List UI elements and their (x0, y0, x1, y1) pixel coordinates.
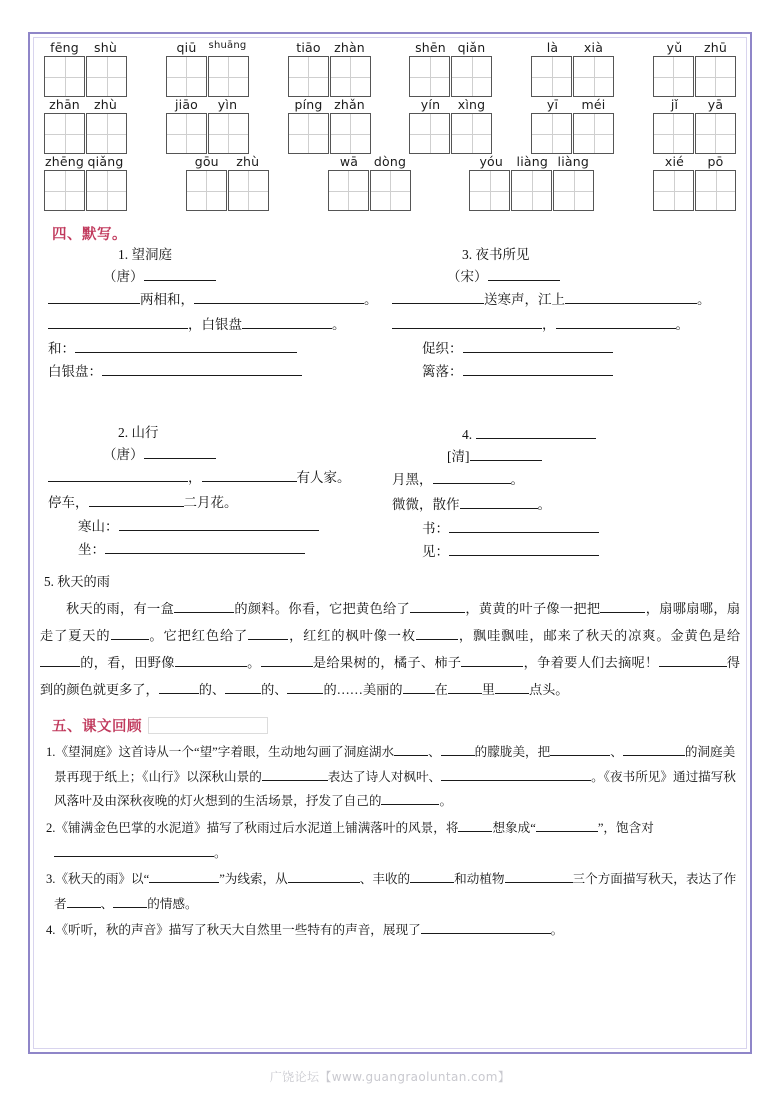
text-review-list (40, 740, 740, 942)
answer-blank[interactable] (75, 340, 297, 353)
answer-blank[interactable] (623, 743, 685, 756)
pinyin-syllable: dòng (373, 154, 407, 169)
static-text: 的情感。 (147, 896, 198, 911)
review-item-number: 4. (46, 923, 56, 938)
answer-blank[interactable] (40, 654, 80, 667)
answer-blank[interactable] (441, 768, 591, 781)
static-text: 3. (462, 247, 476, 262)
pinyin-group (654, 97, 736, 112)
answer-blank[interactable] (381, 792, 439, 805)
answer-blank[interactable] (392, 291, 484, 304)
pinyin-syllable: píng (294, 97, 323, 112)
pinyin-syllable: wā (339, 154, 359, 169)
static-text: 有人家。 (296, 470, 351, 486)
pinyin-syllable: shēn (415, 40, 446, 55)
tianzige-cell[interactable] (166, 56, 207, 97)
worksheet-content (40, 40, 740, 1050)
poem-verse-line (48, 291, 393, 307)
pinyin-syllable: zhù (236, 154, 260, 169)
pinyin-syllable: yī (546, 97, 559, 112)
tianzige-group (328, 170, 411, 211)
tianzige-cell[interactable] (86, 113, 127, 154)
answer-blank[interactable] (194, 291, 364, 304)
answer-blank[interactable] (288, 870, 360, 883)
static-text: 的……美丽的 (323, 682, 403, 698)
pinyin-syllable: qiǎn (457, 40, 486, 55)
answer-blank[interactable] (505, 870, 573, 883)
answer-blank[interactable] (476, 426, 596, 439)
tianzige-group (166, 113, 249, 154)
answer-blank[interactable] (463, 340, 613, 353)
vocab-word: 见： (422, 543, 449, 559)
pinyin-group (288, 40, 370, 55)
static-text: 。 (439, 794, 453, 809)
answer-blank[interactable] (202, 469, 297, 482)
poem-dynasty-author (447, 448, 737, 464)
static-text: 微微 (392, 496, 419, 512)
pinyin-syllable: yǔ (666, 40, 683, 55)
static-text: 两相和， (140, 292, 194, 308)
tianzige-cell[interactable] (288, 113, 329, 154)
static-text: 1. (118, 247, 132, 262)
answer-blank[interactable] (392, 316, 542, 329)
answer-blank[interactable] (261, 654, 313, 667)
answer-blank[interactable] (421, 921, 551, 934)
answer-blank[interactable] (48, 469, 188, 482)
poem-verse-line (48, 494, 393, 510)
vocab-word: 白银盘： (48, 363, 102, 379)
pinyin-syllable: tiāo (296, 40, 321, 55)
pinyin-syllable: qiū (176, 40, 197, 55)
tianzige-group (44, 56, 127, 97)
poem-title (118, 248, 393, 262)
tianzige-cell[interactable] (44, 113, 85, 154)
vocab-word: 寒山： (78, 518, 119, 534)
static-text: 。 (246, 655, 261, 671)
tianzige-cell[interactable] (44, 170, 85, 211)
static-text: 的颜料。你看，它把黄色给了 (234, 601, 411, 617)
passage-title: 5. 秋天的雨 (44, 574, 110, 589)
vocab-explain-line (422, 520, 737, 536)
tianzige-row (40, 113, 740, 154)
answer-blank[interactable] (470, 448, 542, 461)
pinyin-syllable: pō (707, 154, 724, 169)
vocab-word: 书： (422, 520, 449, 536)
static-text: 。 (675, 316, 689, 332)
answer-blank[interactable] (67, 895, 101, 908)
static-text: ，扇哪扇哪，扇走了夏天的 (40, 601, 741, 644)
answer-blank[interactable] (119, 518, 319, 531)
tianzige-group (653, 113, 736, 154)
static-text: ，白银盘 (188, 316, 242, 332)
answer-blank[interactable] (550, 743, 610, 756)
poem-verse-line (48, 316, 393, 332)
answer-blank[interactable] (403, 681, 435, 694)
pinyin-syllable: méi (581, 97, 606, 112)
tianzige-row (40, 56, 740, 97)
tianzige-group (288, 113, 371, 154)
vocab-word: 促织： (422, 340, 463, 356)
tianzige-group (409, 56, 492, 97)
review-item (46, 918, 740, 943)
tianzige-cell[interactable] (653, 170, 694, 211)
static-text: ， (542, 316, 556, 332)
static-text: 《听听，秋的声音》描写了秋天大自然里一些特有的声音，展现了 (55, 923, 421, 938)
answer-blank[interactable] (565, 291, 697, 304)
static-text: （唐） (103, 447, 144, 463)
pinyin-group (288, 97, 370, 112)
tianzige-cell[interactable] (695, 56, 736, 97)
static-text: （宋） (447, 269, 488, 285)
poem-verse-line (392, 471, 737, 487)
answer-blank[interactable] (102, 363, 302, 376)
answer-blank[interactable] (111, 627, 149, 640)
static-text: ， (188, 470, 202, 486)
static-text: 点头。 (528, 682, 569, 698)
tianzige-cell[interactable] (573, 56, 614, 97)
static-text: ， (419, 472, 433, 488)
static-text: 和动植物 (454, 872, 505, 887)
tianzige-group (186, 170, 269, 211)
review-item (46, 816, 740, 865)
static-text: 。 (214, 845, 227, 860)
pinyin-group (329, 154, 411, 169)
tianzige-cell[interactable] (451, 56, 492, 97)
answer-blank[interactable] (441, 743, 475, 756)
section-four-heading (52, 223, 740, 244)
tianzige-group (531, 113, 614, 154)
static-text: 4. (462, 427, 476, 442)
pinyin-syllable: liàng (516, 154, 548, 169)
tianzige-cell[interactable] (695, 113, 736, 154)
pinyin-syllable: gōu (194, 154, 219, 169)
static-text: 。 (510, 472, 524, 488)
static-text: ，黄黄的叶子像一把把 (465, 601, 601, 617)
pinyin-group (654, 154, 736, 169)
static-text: 、 (428, 745, 441, 760)
tianzige-cell[interactable] (208, 56, 249, 97)
static-text: 表达了诗人对枫叶、 (327, 769, 442, 784)
static-text: 《铺满金色巴掌的水泥道》描写了秋雨过后水泥道上铺满落叶的风景，将 (55, 820, 459, 835)
pinyin-syllable: yìn (217, 97, 238, 112)
tianzige-cell[interactable] (695, 170, 736, 211)
static-text: 得到的颜色就更多了， (40, 655, 741, 698)
static-text: 、 (100, 896, 114, 911)
static-text: 二月花。 (183, 494, 238, 510)
static-text: 的、 (198, 682, 226, 698)
tianzige-cell[interactable] (86, 56, 127, 97)
vocab-explain-line (422, 543, 737, 559)
answer-blank[interactable] (144, 446, 216, 459)
static-text: 《秋天的雨》以“ (55, 872, 150, 887)
section-five-title: 五、课文回顾 (52, 719, 142, 736)
pinyin-syllable: shù (94, 40, 117, 55)
poem-dynasty-author (447, 268, 737, 284)
pinyin-group (410, 40, 492, 55)
static-text: 。《夜书所见》通过描写秋风落叶及由深秋夜晚的灯火想到的生活场景，抒发了自己的 (54, 769, 736, 809)
tianzige-cell[interactable] (330, 56, 371, 97)
tianzige-cell[interactable] (86, 170, 127, 211)
static-text: 的洞庭美景再现于纸上；《山行》以深秋山景的 (54, 745, 736, 784)
static-text: ，飘哇飘哇，邮来了秋天的凉爽。金黄色是给 (458, 628, 741, 644)
answer-blank[interactable] (495, 681, 529, 694)
tianzige-group (653, 170, 736, 211)
tianzige-cell[interactable] (166, 113, 207, 154)
pinyin-syllable: xìng (457, 97, 486, 112)
tianzige-cell[interactable] (451, 113, 492, 154)
static-text: 秋天的雨，有一盒 (66, 601, 175, 617)
vocab-explain-line (78, 541, 393, 557)
static-text: ， (75, 494, 89, 510)
tianzige-cell[interactable] (186, 170, 227, 211)
vocab-explain-line (48, 363, 393, 379)
answer-blank[interactable] (600, 600, 645, 613)
static-text: ，争着要人们去摘呢！ (523, 655, 659, 671)
answer-blank[interactable] (394, 743, 428, 756)
poem-block (48, 426, 393, 564)
pinyin-writing-grid (40, 40, 740, 211)
poem-title-text: 山行 (131, 425, 159, 440)
tianzige-cell[interactable] (531, 113, 572, 154)
answer-blank[interactable] (449, 543, 599, 556)
pinyin-syllable: zhù (93, 97, 117, 112)
pinyin-syllable: zhàn (334, 40, 365, 55)
static-text: 想象成“ (492, 820, 536, 835)
tianzige-group (288, 56, 371, 97)
answer-blank[interactable] (448, 681, 482, 694)
pinyin-group (44, 40, 126, 55)
answer-blank[interactable] (54, 844, 214, 857)
static-text: 三个方面描写秋天，表达了作者 (54, 872, 737, 911)
pinyin-group (654, 40, 736, 55)
answer-blank[interactable] (144, 268, 216, 281)
dictation-area (40, 248, 740, 566)
static-text: 、丰收的 (359, 872, 411, 887)
answer-blank[interactable] (449, 520, 599, 533)
answer-blank[interactable] (48, 291, 140, 304)
answer-blank[interactable] (225, 681, 261, 694)
answer-blank[interactable] (433, 471, 511, 484)
pinyin-group (44, 97, 126, 112)
pinyin-syllable: yín (420, 97, 441, 112)
pinyin-group (186, 154, 268, 169)
review-item-number: 1. (46, 745, 56, 760)
pinyin-syllable: jǐ (670, 97, 679, 112)
poem-block (48, 248, 393, 386)
pinyin-group (166, 40, 248, 55)
section-four-title: 四、默写。 (52, 227, 127, 243)
poem-title (462, 248, 737, 262)
tianzige-group (44, 170, 127, 211)
tianzige-group (44, 113, 127, 154)
static-text: 。 (697, 292, 711, 308)
review-item (46, 867, 740, 916)
static-text: （唐） (103, 269, 144, 285)
answer-blank[interactable] (556, 316, 676, 329)
static-text: 的、 (261, 682, 288, 698)
tianzige-group (166, 56, 249, 97)
tianzige-group (409, 113, 492, 154)
static-text: 里 (481, 682, 495, 698)
pinyin-label-row (40, 97, 740, 113)
vocab-word: 和： (48, 340, 75, 356)
static-text: 的，看，田野像 (80, 655, 175, 671)
answer-blank[interactable] (536, 819, 598, 832)
review-item-number: 3. (46, 872, 56, 887)
static-text: ”，饱含对 (597, 820, 654, 835)
pinyin-label-row (40, 154, 740, 170)
poem-title-text: 望洞庭 (131, 247, 172, 262)
pinyin-syllable: zhēng (44, 154, 85, 169)
answer-blank[interactable] (242, 316, 332, 329)
poem-verse-line (392, 291, 737, 307)
pinyin-group (410, 97, 492, 112)
answer-blank[interactable] (287, 681, 323, 694)
tianzige-cell[interactable] (553, 170, 594, 211)
poem-title (118, 426, 393, 440)
poem-title (462, 426, 737, 442)
passage-body (40, 595, 740, 703)
answer-blank[interactable] (174, 600, 234, 613)
review-item-number: 2. (46, 820, 56, 835)
static-text: 。 (364, 292, 378, 308)
pinyin-syllable: jiāo (174, 97, 199, 112)
pinyin-syllable: yóu (479, 154, 504, 169)
tianzige-cell[interactable] (409, 56, 450, 97)
answer-blank[interactable] (262, 768, 328, 781)
answer-blank[interactable] (488, 268, 560, 281)
pinyin-group (166, 97, 248, 112)
vocab-explain-line (78, 518, 393, 534)
poem-block (392, 426, 737, 566)
footer-watermark (0, 1068, 780, 1085)
tianzige-cell[interactable] (288, 56, 329, 97)
pinyin-syllable: là (546, 40, 559, 55)
static-text: 。 (332, 316, 346, 332)
tianzige-cell[interactable] (653, 113, 694, 154)
poem-dynasty-author (103, 268, 393, 284)
pinyin-syllable: qiǎng (87, 154, 124, 169)
static-text: 是给果树的，橘子、柿子 (312, 655, 462, 671)
static-text: 2. (118, 425, 132, 440)
passage-autumn-rain (40, 568, 740, 703)
static-text: 停车 (48, 494, 75, 510)
static-text: 。 (537, 496, 551, 512)
answer-blank[interactable] (461, 654, 523, 667)
pinyin-group (532, 40, 614, 55)
answer-blank[interactable] (113, 895, 147, 908)
static-text: 在 (434, 682, 448, 698)
pinyin-syllable: shuāng (208, 40, 247, 51)
static-text: 的朦胧美，把 (474, 745, 551, 760)
answer-blank[interactable] (48, 316, 188, 329)
tianzige-cell[interactable] (531, 56, 572, 97)
static-text: 《望洞庭》这首诗从一个“望”字着眼，生动地勾画了洞庭湖水 (55, 745, 395, 760)
pinyin-group (532, 97, 614, 112)
pinyin-group (471, 154, 594, 169)
answer-blank[interactable] (410, 600, 465, 613)
pinyin-syllable: yā (707, 97, 724, 112)
tianzige-cell[interactable] (228, 170, 269, 211)
answer-blank[interactable] (458, 819, 492, 832)
answer-blank[interactable] (175, 654, 247, 667)
review-item (46, 740, 740, 814)
poem-title-text: 夜书所见 (475, 247, 530, 262)
answer-blank[interactable] (410, 870, 454, 883)
tianzige-cell[interactable] (511, 170, 552, 211)
static-text: 。它把红色给了 (148, 628, 249, 644)
answer-blank[interactable] (149, 870, 219, 883)
section-five-heading (52, 715, 740, 736)
vocab-word: 坐： (78, 541, 105, 557)
tianzige-group (469, 170, 594, 211)
vocab-explain-line (422, 340, 737, 356)
answer-blank[interactable] (416, 627, 458, 640)
static-text: ，散作 (419, 496, 460, 512)
pinyin-syllable: xié (664, 154, 685, 169)
pinyin-syllable: zhū (703, 40, 727, 55)
tianzige-group (653, 56, 736, 97)
vocab-word: 篱落： (422, 363, 463, 379)
tianzige-cell[interactable] (370, 170, 411, 211)
pinyin-syllable: zhǎn (334, 97, 365, 112)
poem-block (392, 248, 737, 386)
static-text: 送寒声，江上 (484, 292, 565, 308)
poem-verse-line (392, 316, 737, 332)
tianzige-group (531, 56, 614, 97)
static-text: 。 (550, 923, 564, 938)
tianzige-row (40, 170, 740, 211)
pinyin-syllable: zhān (49, 97, 80, 112)
answer-blank[interactable] (105, 541, 305, 554)
pinyin-group (44, 154, 126, 169)
tianzige-cell[interactable] (469, 170, 510, 211)
tianzige-cell[interactable] (44, 56, 85, 97)
answer-blank[interactable] (460, 496, 538, 509)
static-text: 月黑 (392, 472, 419, 488)
tianzige-cell[interactable] (208, 113, 249, 154)
pinyin-syllable: liàng (557, 154, 589, 169)
answer-blank[interactable] (89, 494, 184, 507)
answer-blank[interactable] (659, 654, 727, 667)
poem-verse-line (48, 469, 393, 485)
static-text: ，红红的枫叶像一枚 (288, 628, 416, 644)
answer-blank[interactable] (248, 627, 288, 640)
static-text: 、 (610, 745, 623, 760)
poem-dynasty-author (103, 446, 393, 462)
vocab-explain-line (48, 340, 393, 356)
pinyin-label-row (40, 40, 740, 56)
static-text: ”为线索，从 (219, 872, 288, 887)
tianzige-cell[interactable] (330, 113, 371, 154)
static-text: [清] (447, 449, 470, 465)
tianzige-cell[interactable] (573, 113, 614, 154)
pinyin-syllable: fēng (50, 40, 79, 55)
vocab-explain-line (422, 363, 737, 379)
answer-blank[interactable] (463, 363, 613, 376)
answer-blank[interactable] (159, 681, 199, 694)
watermark-text: 广饶论坛【www.guangraoluntan.com】 (269, 1070, 511, 1084)
poem-verse-line (392, 496, 737, 512)
tianzige-cell[interactable] (328, 170, 369, 211)
tianzige-cell[interactable] (653, 56, 694, 97)
tianzige-cell[interactable] (409, 113, 450, 154)
section-five-answer-box (148, 717, 268, 734)
pinyin-syllable: xià (583, 40, 604, 55)
